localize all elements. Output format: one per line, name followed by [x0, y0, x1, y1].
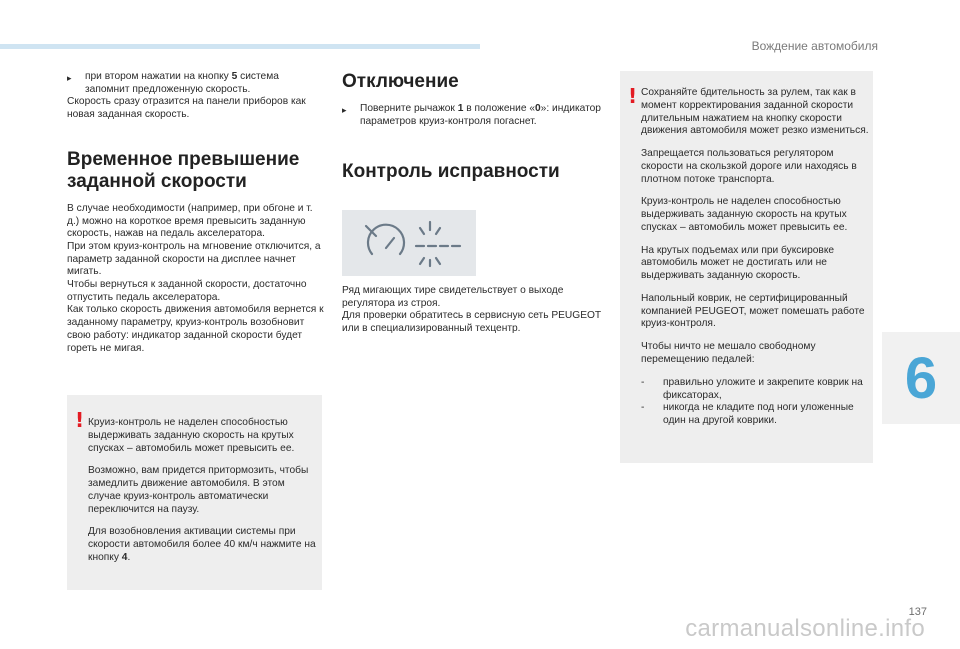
chapter-number: 6 [904, 345, 938, 411]
heading-temporary-override: Временное превышение заданной скорости [67, 148, 300, 192]
note-line: Напольный коврик, не сертифицированный компанией PEUGEOT, может помешать работе круиз-контроля. [641, 293, 865, 330]
body-paragraph-1: В случае необходимости (например, при обгоне и т. д.) можно на короткое время превысить заданную скорость, нажав на педаль акселератора. [67, 202, 313, 240]
bullet-text: при втором нажатии на кнопку [85, 71, 232, 82]
speedometer-fault-icon [342, 210, 476, 276]
note-line: Чтобы ничто не мешало свободному перемещению педалей: [641, 341, 816, 366]
exclamation-icon: ! [628, 84, 638, 108]
dash-list-item: - правильно уложите и закрепите коврик на фиксаторах, [641, 376, 863, 401]
body-paragraph-3: Чтобы вернуться к заданной скорости, достаточно отпустить педаль акселератора. [67, 279, 307, 303]
speedometer-fault-illustration [342, 210, 476, 276]
note-line: Круиз-контроль не наделен способностью выдерживать заданную скорость на крутых спусках – автомобиль может превысить ее. [641, 196, 848, 233]
heading-fault-check: Контроль исправности [342, 161, 560, 183]
body-paragraph-2: При этом круиз-контроль на мгновение отключится, а параметр заданной скорости на дисплее начнет мигать. [67, 240, 321, 278]
paragraph: Для проверки обратитесь в сервисную сеть PEUGEOT или в специализированный техцентр. [342, 310, 601, 335]
arrow-bullet-icon: ▸ [342, 105, 347, 115]
heading-switch-off: Отключение [342, 71, 459, 92]
chapter-tab [882, 332, 960, 424]
note-line: На крутых подъемах или при буксировке автомобиль может не достигать или не выдерживать заданную скорость. [641, 244, 835, 282]
key-label: 5 [231, 71, 238, 82]
section-title: Вождение автомобиля [751, 39, 878, 53]
bullet-item: ▸ Поверните рычажок 1 в положение «0»: индикатор параметров круиз-контроля погаснет. [342, 103, 601, 127]
column-left [67, 71, 325, 355]
note-line: Круиз-контроль не наделен способностью выдерживать заданную скорость на крутых спусках – автомобиль может превысить ее. [88, 417, 295, 454]
note-line: Сохраняйте бдительность за рулем, так как в момент корректирования заданной скорости длительным нажатием на кнопку скорости движения автомобиля может резко измениться. [641, 87, 869, 137]
page-number: 137 [908, 606, 927, 618]
arrow-bullet-icon: ▸ [67, 73, 72, 83]
warning-note-left [67, 395, 322, 590]
paragraph: Ряд мигающих тире свидетельствует о выходе регулятора из строя. [342, 285, 564, 309]
fault-text [342, 285, 604, 336]
watermark: carmanualsonline.info [685, 615, 925, 642]
paragraph: Скорость сразу отразится на панели приборов как новая заданная скорость. [67, 96, 306, 121]
note-line: Запрещается пользоваться регулятором скорости на скользкой дороге или находясь в плотном потоке транспорта. [641, 148, 857, 185]
exclamation-icon: ! [75, 408, 85, 432]
body-paragraph-4: Как только скорость движения автомобиля вернется к заданному параметру, круиз-контроль возобновит свою работу: индикатор заданной скорости будет гореть не мигая. [67, 304, 324, 354]
bullet-text-end: система запомнит предложенную скорость. [85, 71, 279, 95]
dash-list-item: - никогда не кладите под ноги уложенные один на другой коврики. [641, 402, 854, 427]
note-line: Для возобновления активации системы при скорости автомобиля более 40 км/ч нажмите на кнопку 4. [88, 526, 316, 563]
bullet-item [67, 71, 325, 96]
top-accent-bar [0, 44, 480, 49]
note-line: Возможно, вам придется притормозить, чтобы замедлить движение автомобиля. В этом случае круиз-контроль автоматически переключится на паузу. [88, 465, 309, 515]
warning-note-right [620, 71, 873, 463]
column-middle [342, 71, 604, 183]
